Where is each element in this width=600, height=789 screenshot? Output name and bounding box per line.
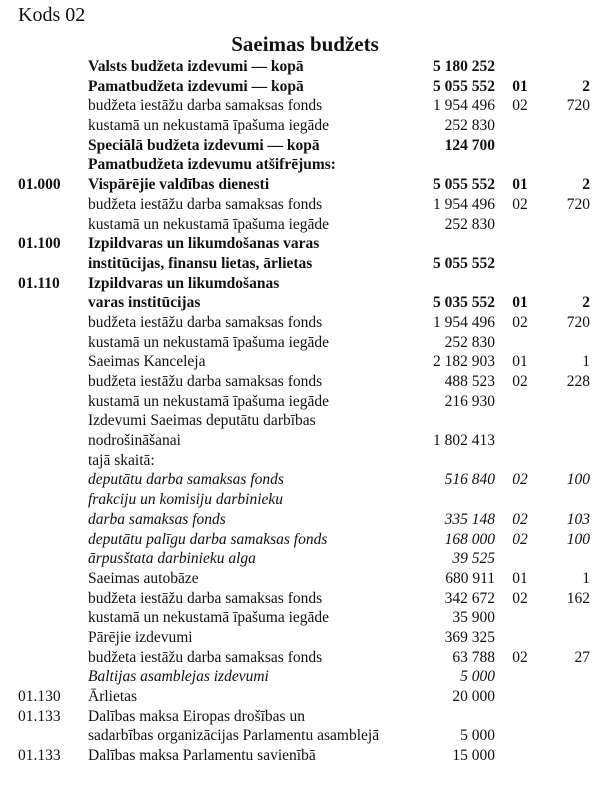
line-code-b: 228 — [566, 373, 590, 390]
line-code-b: 27 — [574, 648, 590, 666]
line-code-a: 02 — [512, 530, 528, 548]
table-row — [0, 569, 600, 589]
line-description: deputātu palīgu darba samaksas fonds — [88, 530, 328, 548]
line-description: Saeimas autobāze — [88, 569, 199, 587]
line-amount: 5 055 552 — [433, 176, 495, 194]
line-description: Izpildvaras un likumdošanas varas — [88, 235, 320, 253]
line-code-a: 02 — [512, 97, 528, 115]
table-row — [0, 726, 600, 746]
line-description: Valsts budžeta izdevumi — kopā — [88, 58, 304, 75]
line-amount: 680 911 — [445, 569, 495, 587]
line-amount: 516 840 — [444, 471, 495, 489]
line-description: kustamā un nekustamā īpašuma iegāde — [88, 609, 330, 627]
line-code-b: 162 — [566, 589, 590, 607]
line-description: darba samaksas fonds — [88, 510, 226, 528]
line-amount: 335 148 — [444, 510, 495, 528]
table-row — [0, 549, 600, 569]
table-row — [0, 333, 600, 353]
table-row — [0, 175, 600, 195]
line-description: Baltijas asamblejas izdevumi — [88, 668, 269, 686]
table-row — [0, 254, 600, 274]
line-amount: 1 954 496 — [433, 195, 495, 213]
table-row — [0, 628, 600, 648]
table-row — [0, 746, 600, 766]
line-code-b: 2 — [582, 77, 590, 95]
line-amount: 252 830 — [444, 117, 495, 135]
line-description: kustamā un nekustamā īpašuma iegāde — [88, 215, 330, 233]
table-row — [0, 707, 600, 727]
table-row — [0, 352, 600, 372]
line-code-b: 100 — [566, 530, 590, 548]
line-amount: 5 180 252 — [433, 58, 495, 75]
table-row — [0, 451, 600, 471]
line-description: sadarbības organizācijas Parlamentu asamblejā — [88, 727, 380, 745]
table-row — [0, 392, 600, 412]
line-code-a: 01 — [512, 294, 528, 312]
table-row — [0, 274, 600, 294]
table-row — [0, 431, 600, 451]
line-description: Dalības maksa Eiropas drošības un — [88, 707, 305, 725]
line-description: Pamatbudžeta izdevumi — kopā — [88, 77, 304, 95]
line-code-a: 02 — [512, 648, 528, 666]
table-row — [0, 608, 600, 628]
line-description: Saeimas Kanceleja — [88, 353, 206, 371]
line-code-a: 02 — [512, 589, 528, 607]
budget-table — [0, 57, 600, 766]
line-code-b: 720 — [566, 195, 590, 213]
line-amount: 5 035 552 — [433, 294, 495, 312]
line-number: 01.100 — [18, 235, 61, 253]
table-row — [0, 687, 600, 707]
line-description: budžeta iestāžu darba samaksas fonds — [88, 373, 323, 390]
line-amount: 216 930 — [444, 392, 495, 410]
line-code-a: 01 — [512, 176, 528, 194]
line-number: 01.000 — [18, 176, 61, 194]
line-code-b: 720 — [566, 313, 590, 331]
line-amount: 2 182 903 — [433, 353, 495, 371]
line-amount: 1 954 496 — [433, 313, 495, 331]
table-row — [0, 116, 600, 136]
line-code-a: 02 — [512, 471, 528, 489]
line-number: 01.133 — [18, 707, 61, 725]
table-row — [0, 136, 600, 156]
line-description: budžeta iestāžu darba samaksas fonds — [88, 648, 323, 666]
line-amount: 63 788 — [452, 648, 495, 666]
line-code-b: 720 — [566, 97, 590, 115]
line-description: Pārējie izdevumi — [88, 628, 193, 646]
line-code-a: 02 — [512, 195, 528, 213]
line-amount: 369 325 — [444, 628, 495, 646]
line-amount: 488 523 — [444, 373, 495, 390]
table-row — [0, 215, 600, 235]
line-description: institūcijas, finansu lietas, ārlietas — [88, 254, 313, 272]
line-code-a: 02 — [512, 510, 528, 528]
line-code-b: 103 — [566, 510, 590, 528]
line-amount: 5 055 552 — [433, 77, 495, 95]
table-row — [0, 490, 600, 510]
table-row — [0, 372, 600, 392]
line-description: budžeta iestāžu darba samaksas fonds — [88, 97, 323, 115]
line-description: deputātu darba samaksas fonds — [88, 471, 284, 489]
line-description: varas institūcijas — [88, 294, 201, 312]
line-amount: 35 900 — [452, 609, 495, 627]
line-description: kustamā un nekustamā īpašuma iegāde — [88, 333, 330, 351]
line-code-a: 01 — [512, 77, 528, 95]
line-code-a: 01 — [512, 353, 528, 371]
table-row — [0, 77, 600, 97]
line-amount: 5 000 — [460, 727, 495, 745]
table-row — [0, 313, 600, 333]
document-code: Kods 02 — [18, 4, 86, 26]
line-amount: 15 000 — [452, 747, 495, 765]
table-row — [0, 510, 600, 530]
line-code-b: 100 — [566, 471, 590, 489]
line-description: Pamatbudžeta izdevumu atšifrējums: — [88, 156, 336, 174]
table-row — [0, 411, 600, 431]
line-description: nodrošināšanai — [88, 432, 181, 450]
line-amount: 168 000 — [444, 530, 495, 548]
line-description: kustamā un nekustamā īpašuma iegāde — [88, 117, 330, 135]
table-row — [0, 234, 600, 254]
line-amount: 1 802 413 — [433, 432, 495, 450]
table-row — [0, 293, 600, 313]
table-row — [0, 530, 600, 550]
line-description: kustamā un nekustamā īpašuma iegāde — [88, 392, 330, 410]
line-amount: 20 000 — [452, 688, 495, 705]
line-description: frakciju un komisiju darbinieku — [88, 491, 284, 509]
table-row — [0, 195, 600, 215]
table-row — [0, 155, 600, 175]
page-title: Saeimas budžets — [231, 32, 379, 56]
line-description: budžeta iestāžu darba samaksas fonds — [88, 589, 323, 607]
line-amount: 124 700 — [444, 136, 495, 154]
line-description: Vispārējie valdības dienesti — [88, 176, 270, 194]
line-code-a: 01 — [512, 569, 528, 587]
line-code-a: 02 — [512, 373, 528, 390]
line-description: ārpusštata darbinieku alga — [88, 550, 256, 568]
line-description: Speciālā budžeta izdevumi — kopā — [88, 136, 320, 154]
table-row — [0, 648, 600, 668]
table-row — [0, 470, 600, 490]
line-amount: 342 672 — [444, 589, 495, 607]
table-row — [0, 667, 600, 687]
line-description: budžeta iestāžu darba samaksas fonds — [88, 195, 323, 213]
line-amount: 39 525 — [452, 550, 495, 568]
line-number: 01.130 — [18, 688, 61, 705]
line-amount: 252 830 — [444, 215, 495, 233]
line-description: budžeta iestāžu darba samaksas fonds — [88, 313, 323, 331]
line-amount: 5 000 — [460, 668, 495, 686]
line-code-b: 1 — [582, 353, 590, 371]
line-description: Dalības maksa Parlamentu savienībā — [88, 747, 316, 765]
line-number: 01.110 — [18, 274, 60, 292]
line-code-b: 1 — [582, 569, 590, 587]
line-description: Izpildvaras un likumdošanas — [88, 274, 280, 292]
line-description: tajā skaitā: — [88, 451, 155, 469]
line-description: Ārlietas — [88, 688, 138, 705]
line-amount: 1 954 496 — [433, 97, 495, 115]
line-description: Izdevumi Saeimas deputātu darbības — [88, 412, 316, 430]
line-code-b: 2 — [582, 294, 590, 312]
line-code-a: 02 — [512, 313, 528, 331]
line-amount: 252 830 — [444, 333, 495, 351]
table-row — [0, 589, 600, 609]
table-row — [0, 57, 600, 77]
line-number: 01.133 — [18, 747, 61, 765]
table-row — [0, 96, 600, 116]
line-amount: 5 055 552 — [433, 254, 495, 272]
line-code-b: 2 — [582, 176, 590, 194]
